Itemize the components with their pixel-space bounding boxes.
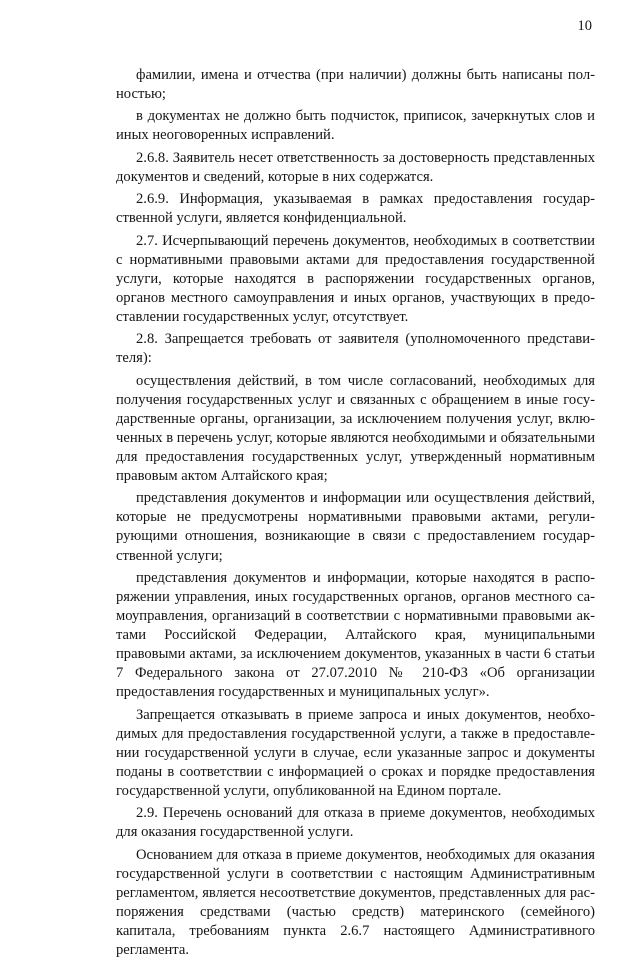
paragraph-no-erasures: в документах не должно быть подчисток, приписок, зачеркнутых слов и иных неоговоренных исправлений.: [116, 108, 595, 144]
paragraph-2-6-9: 2.6.9. Информация, указываемая в рамках предоставления государственной услуги, является конфиденциальной.: [116, 191, 595, 227]
page-number: 10: [577, 18, 592, 34]
paragraph-2-9: 2.9. Перечень оснований для отказа в приеме документов, необходимых для оказания государственной услуги.: [116, 805, 595, 841]
paragraph-2-8-actions: осуществления действий, в том числе согласований, необходимых для получения государственных услуг и связанных с обращением в иные государственные органы, организации, за исключением получения услуг, включенных в перечень услуг, которые являются необходимыми и обязательными для предоставления государственных услуг, утвержденный нормативным правовым актом Алтайского края;: [116, 372, 595, 484]
paragraph-2-8-held-documents: представления документов и информации, которые находятся в распоряжении управления, иных государственных органов, органов местного самоуправления, организаций в соответствии с нормативными правовыми актами Российской Федерации, Алтайского края, муниципальными правовыми актами, за исключением документов, указанных в части 6 статьи 7 Федерального закона от 27.07.2010 № 210-ФЗ «Об организации предоставления государственных и муниципальных услуг».: [116, 569, 595, 701]
paragraph-refusal-prohibited: Запрещается отказывать в приеме запроса и иных документов, необходимых для предоставления государственной услуги, а также в предоставлении государственной услуги в случае, если указанные запрос и документы поданы в соответствии с информацией о сроках и порядке предоставления государственной услуги, опубликованной на Едином портале.: [116, 706, 595, 800]
paragraph-2-8-documents: представления документов и информации или осуществления действий, которые не предусмотрены нормативными правовыми актами, регулирующими отношения, возникающие в связи с предоставлением государственной услуги;: [116, 490, 595, 564]
paragraph-2-7: 2.7. Исчерпывающий перечень документов, необходимых в соответствии с нормативными правовыми актами для предоставления государственной услуги, которые находятся в распоряжении государственных органов, органов местного самоуправления и иных органов, участвующих в предоставлении государственных услуг, отсутствует.: [116, 232, 595, 325]
paragraph-refusal-grounds: Основанием для отказа в приеме документов, необходимых для оказания государственной услуги в соответствии с настоящим Административным регламентом, является несоответствие документов, представленных для распоряжения средствами (частью средств) материнского (семейного) капитала, требованиям пункта 2.6.7 настоящего Административного регламента.: [116, 846, 595, 959]
paragraph-2-6-8: 2.6.8. Заявитель несет ответственность за достоверность представленных документов и сведений, которые в них содержатся.: [116, 149, 595, 185]
document-body: [116, 66, 595, 963]
paragraph-names-spelled-out: фамилии, имена и отчества (при наличии) должны быть написаны полностью;: [116, 67, 595, 103]
paragraph-2-8: 2.8. Запрещается требовать от заявителя (уполномоченного представителя):: [116, 331, 595, 367]
